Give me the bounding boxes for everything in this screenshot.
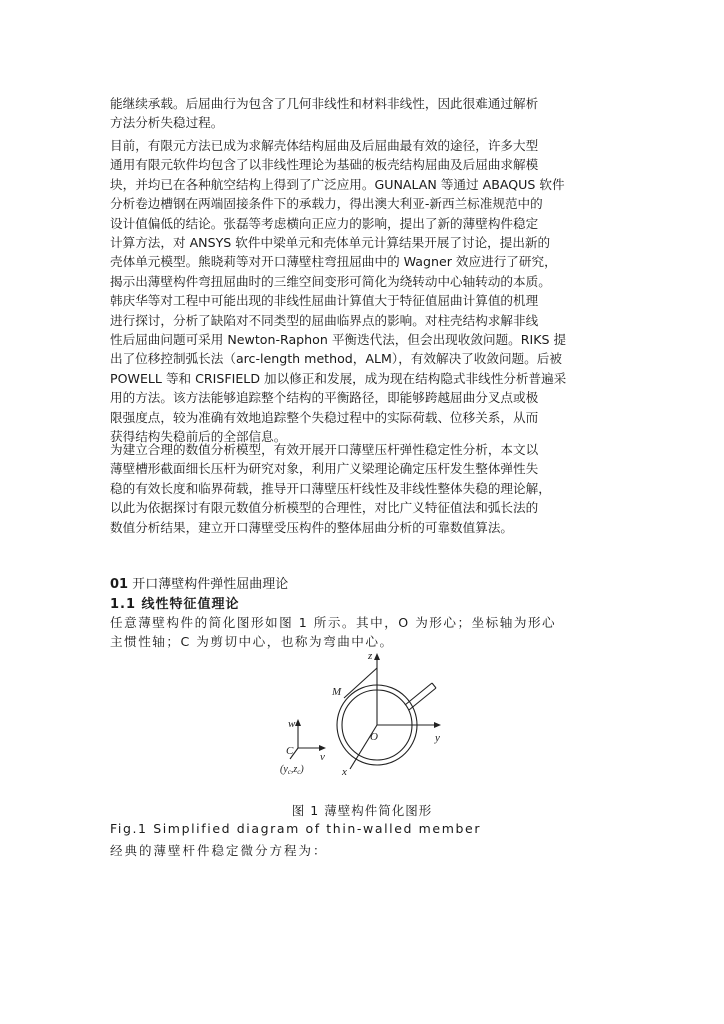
text-line: 方法分析失稳过程。 — [110, 115, 224, 131]
w-arrow — [295, 719, 301, 726]
text-line: 任意薄壁构件的简化图形如图 1 所示。其中，O 为形心；坐标轴为形心 — [110, 615, 557, 630]
label-c: C — [286, 745, 294, 757]
text-line: 揭示出薄壁构件弯扭屈曲时的三维空间变形可简化为绕转动中心轴转动的本质。 — [110, 273, 551, 289]
label-v: v — [320, 751, 325, 763]
text-line: 为建立合理的数值分析模型，有效开展开口薄壁压杆弹性稳定性分析，本文以 — [110, 442, 539, 457]
label-m: M — [332, 686, 342, 698]
label-o: O — [370, 731, 378, 743]
section-heading — [110, 573, 288, 592]
y-arrow — [434, 722, 441, 728]
text-line: 主惯性轴；C 为剪切中心，也称为弯曲中心。 — [110, 634, 394, 650]
text-line: 韩庆华等对工程中可能出现的非线性屈曲计算值大于特征值屈曲计算值的机理 — [110, 293, 539, 309]
paragraph-3 — [110, 440, 616, 537]
text-line: 稳的有效长度和临界荷载，推导开口薄壁压杆线性及非线性整体失稳的理论解， — [110, 480, 551, 496]
text-line: 进行探讨，分析了缺陷对不同类型的屈曲临界点的影响。对柱壳结构求解非线 — [110, 312, 539, 328]
text-line: 目前，有限元方法已成为求解壳体结构屈曲及后屈曲最有效的途径，许多大型 — [110, 138, 539, 153]
text-line: 通用有限元软件均包含了以非线性理论为基础的板壳结构屈曲及后屈曲求解模 — [110, 157, 539, 173]
text-line: 性后屈曲问题可采用 Newton-Raphon 平衡迭代法，但会出现收敛问题。RIKS 提 — [110, 332, 567, 348]
label-y: y — [435, 732, 440, 744]
equation-intro: 经典的薄壁杆件稳定微分方程为： — [110, 843, 328, 858]
paragraph-1 — [110, 94, 616, 133]
label-coord: $(y_c,z_c)$ — [280, 764, 304, 776]
text-line: 以此为依据探讨有限元数值分析模型的合理性，对比广义特征值法和弧长法的 — [110, 500, 539, 516]
section-title: 开口薄壁构件弹性屈曲理论 — [132, 577, 289, 592]
text-line: 获得结构失稳前后的全部信息。 — [110, 429, 287, 445]
text-line: 能继续承载。后屈曲行为包含了几何非线性和材料非线性，因此很难通过解析 — [110, 96, 539, 111]
text-line: 出了位移控制弧长法（arc-length method，ALM），有效解决了收敛问题。后被 — [110, 351, 562, 367]
text-line: 限强度点，较为准确有效地追踪整个失稳过程中的实际荷载、位移关系，从而 — [110, 409, 539, 425]
m-line — [344, 668, 377, 698]
section-number: 01 — [110, 577, 129, 592]
text-line: 分析卷边槽钢在两端固接条件下的承载力，得出澳大利亚-新西兰标准规范中的 — [110, 196, 543, 212]
text-line: 用的方法。该方法能够追踪整个结构的平衡路径，即能够跨越屈曲分叉点或极 — [110, 390, 539, 406]
figure-caption-cn: 图 1 薄壁构件简化图形 — [291, 803, 433, 818]
text-line: 计算方法，对 ANSYS 软件中梁单元和壳体单元计算结果开展了讨论，提出新的 — [110, 235, 551, 251]
text-line: 块，并均已在各种航空结构上得到了广泛应用。GUNALAN 等通过 ABAQUS 软件 — [110, 176, 565, 192]
lip-line — [432, 683, 436, 688]
text-line: 设计值偏低的结论。张磊等考虑横向正应力的影响，提出了新的薄壁构件稳定 — [110, 215, 539, 231]
label-x: x — [342, 766, 347, 778]
text-line: POWELL 等和 CRISFIELD 加以修正和发展，成为现在结构隐式非线性分析普遍采 — [110, 370, 567, 386]
label-z: z — [368, 650, 373, 662]
subsection-heading: 1.1 线性特征值理论 — [110, 597, 240, 612]
text-line: 数值分析结果，建立开口薄壁受压构件的整体屈曲分析的可靠数值算法。 — [110, 519, 513, 535]
paragraph-2 — [110, 136, 616, 447]
figure-caption-en: Fig.1 Simplified diagram of thin-walled member — [110, 821, 482, 836]
text-line: 壳体单元模型。熊晓莉等对开口薄壁柱弯扭屈曲中的 Wagner 效应进行了研究， — [110, 254, 557, 270]
text-line: 薄壁槽形截面细长压杆为研究对象，利用广义梁理论确定压杆发生整体弹性失 — [110, 461, 539, 477]
z-arrow — [374, 653, 380, 660]
label-w: w — [288, 718, 296, 730]
thin-walled-member-figure — [272, 645, 452, 780]
